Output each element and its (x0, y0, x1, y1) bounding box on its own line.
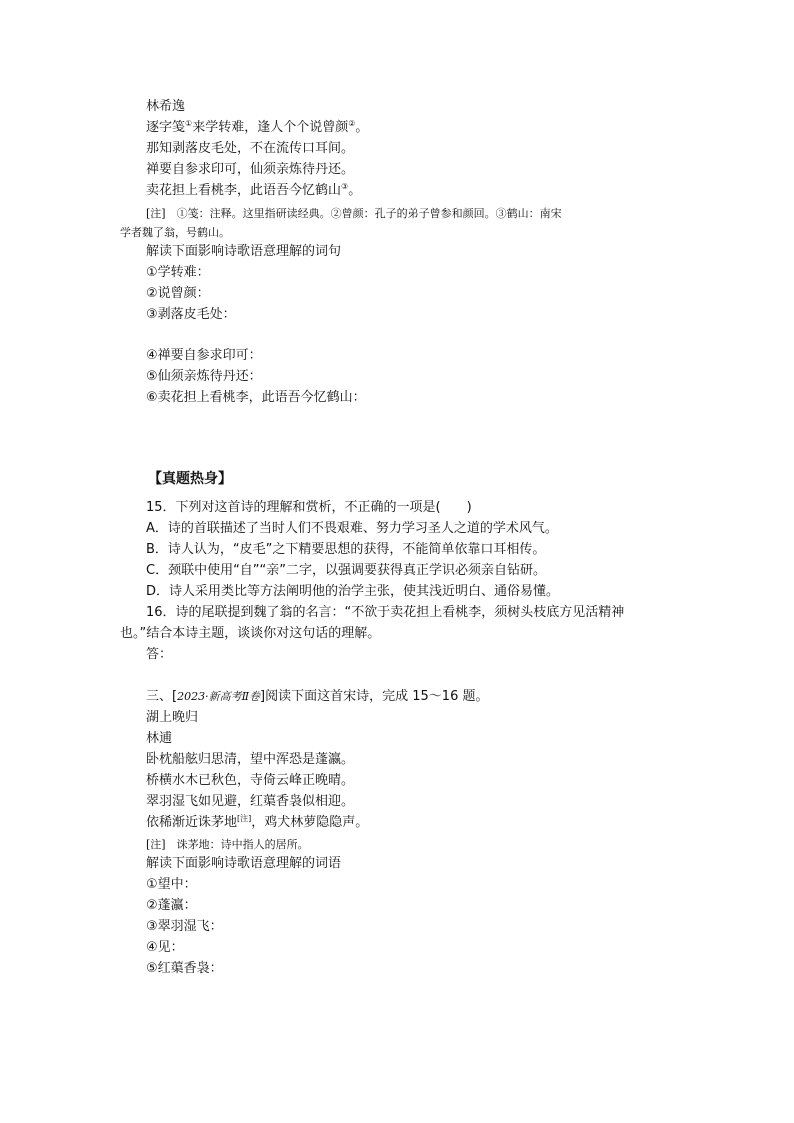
question-16-line-1: 16．诗的尾联提到魏了翁的名言：“不欲于卖花担上看桃李，须树头枝底方见活精神 (146, 605, 625, 620)
task1-item-1: ①学转难： (146, 265, 210, 280)
section3-intro: 三、[2023·新高考Ⅱ卷]阅读下面这首宋诗，完成 15～16 题。 (146, 689, 489, 704)
task3-item-2: ②蓬瀛： (146, 898, 197, 913)
task1-item-4: ④禅要自参求印可： (146, 348, 262, 363)
option-c: C．颈联中使用“自”“亲”二字，以强调要获得真正学识必须亲自钻研。 (146, 563, 547, 578)
poem2-line-3: 翠羽湿飞如见避，红蕖香袅似相迎。 (146, 794, 355, 809)
poem1-note-line-1: [注] ①笺：注释。这里指研读经典。②曾颜：孔子的弟子曾参和颜回。③鹤山：南宋 (146, 207, 562, 220)
task1-item-3: ③剥落皮毛处： (146, 307, 236, 322)
task1-instruction: 解读下面影响诗歌语意理解的词句 (146, 244, 342, 259)
poem1-note-line-2: 学者魏了翁，号鹤山。 (120, 226, 230, 239)
poem2-author: 林逋 (146, 731, 173, 746)
option-b: B．诗人认为，“皮毛”之下精要思想的获得，不能简单依靠口耳相传。 (146, 542, 546, 557)
task3-item-4: ④见： (146, 940, 184, 955)
poem1-line-1: 逐字笺①来学转难，逢人个个说曾颜②。 (146, 119, 369, 135)
task1-item-6: ⑥卖花担上看桃李，此语吾今忆鹤山： (146, 390, 366, 405)
poem1-line-4: 卖花担上看桃李，此语吾今忆鹤山③。 (146, 182, 362, 198)
poem1-author: 林希逸 (146, 99, 186, 114)
task3-item-5: ⑤红蕖香袅： (146, 961, 223, 976)
task3-item-3: ③翠羽湿飞： (146, 919, 223, 934)
poem2-line-4: 依稀渐近诛茅地[注]，鸡犬林萝隐隐声。 (146, 814, 369, 830)
section-heading: 【真题热身】 (148, 471, 232, 487)
task1-item-5: ⑤仙须亲炼待丹还： (146, 369, 262, 384)
answer-label: 答： (146, 647, 173, 662)
question-15: 15．下列对这首诗的理解和赏析，不正确的一项是( ) (146, 500, 472, 515)
poem2-line-1: 卧枕船舷归思清，望中浑恐是蓬瀛。 (146, 752, 355, 767)
option-a: A．诗的首联描述了当时人们不畏艰难、努力学习圣人之道的学术风气。 (146, 521, 558, 536)
option-d: D．诗人采用类比等方法阐明他的治学主张，使其浅近明白、通俗易懂。 (146, 584, 560, 599)
poem2-note: [注] 诛茅地：诗中指人的居所。 (146, 838, 309, 851)
poem2-title: 湖上晚归 (146, 710, 199, 725)
poem1-line-3: 禅要自参求印可，仙须亲炼待丹还。 (146, 162, 355, 177)
poem1-line-2: 那知剥落皮毛处，不在流传口耳间。 (146, 141, 355, 156)
poem2-line-2: 桥横水木已秋色，寺倚云峰正晚晴。 (146, 773, 355, 788)
task3-instruction: 解读下面影响诗歌语意理解的词语 (146, 856, 342, 871)
task3-item-1: ①望中： (146, 877, 197, 892)
task1-item-2: ②说曾颜： (146, 286, 210, 301)
question-16-line-2: 也。”结合本诗主题，谈谈你对这句话的理解。 (120, 626, 381, 641)
